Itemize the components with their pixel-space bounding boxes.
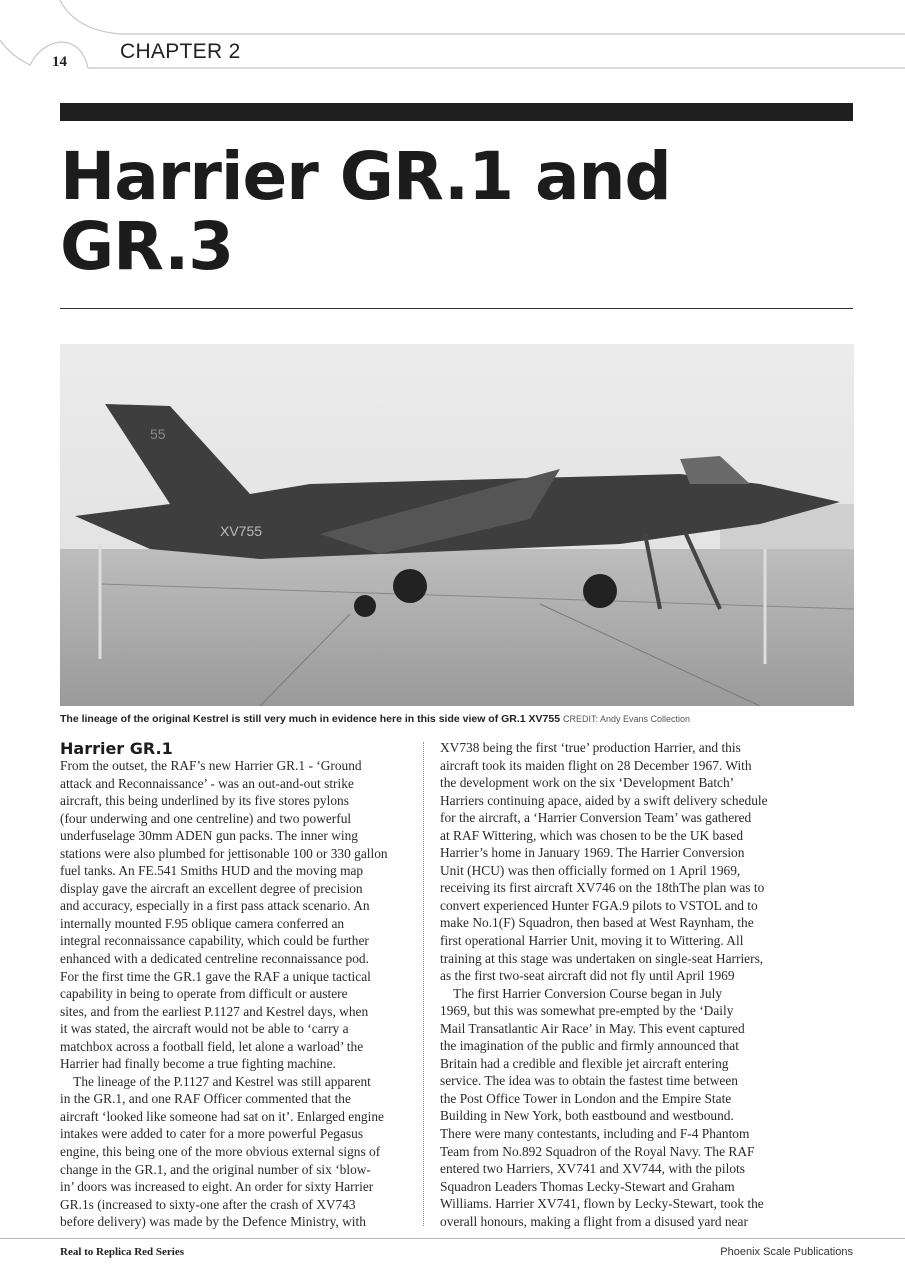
text-line: Harrier had finally become a true fighting machine.: [60, 1056, 336, 1072]
text-line: Mail Transatlantic Air Race’ in May. This event captured: [440, 1020, 745, 1036]
text-line: and accuracy, especially in a first pass attack scenario. An: [60, 898, 370, 914]
title-bar: [60, 103, 853, 121]
footer-divider: [0, 1238, 905, 1239]
text-line: at RAF Wittering, which was chosen to be the UK based: [440, 827, 744, 843]
text-line: enhanced with a dedicated centreline reconnaissance pod.: [60, 951, 369, 967]
text-line: aircraft, this being underlined by its five stores pylons: [60, 793, 349, 809]
footer-publisher: Phoenix Scale Publications: [720, 1246, 853, 1258]
text-line: stations were also plumbed for jettisonable 100 or 330 gallon: [60, 845, 388, 861]
text-line: There were many contestants, including and F-4 Phantom: [440, 1126, 750, 1142]
caption-text: The lineage of the original Kestrel is still very much in evidence here in this side view of GR.1 XV755: [60, 713, 561, 725]
text-line: Squadron Leaders Thomas Lecky-Stewart and Graham: [440, 1178, 735, 1194]
text-line: engine, this being one of the more obvious external signs of: [60, 1144, 381, 1160]
text-line: XV738 being the first ‘true’ production Harrier, and this: [440, 740, 741, 755]
text-line: overall honours, making a flight from a disused yard near: [440, 1213, 748, 1229]
text-line: sites, and from the earliest P.1127 and Kestrel days, when: [60, 1003, 369, 1019]
text-line: the imagination of the public and firmly announced that: [440, 1038, 739, 1054]
text-line: The first Harrier Conversion Course began in July: [440, 985, 723, 1001]
text-line: in the GR.1, and one RAF Officer commented that the: [60, 1091, 351, 1107]
text-line: integral reconnaissance capability, which could be further: [60, 933, 369, 949]
text-line: 1969, but this was somewhat pre-empted by the ‘Daily: [440, 1003, 734, 1019]
text-line: fuel tanks. An FE.541 Smiths HUD and the moving map: [60, 863, 364, 879]
text-line: training at this stage was undertaken on single-seat Harriers,: [440, 950, 764, 966]
text-line: Harrier’s home in January 1969. The Harrier Conversion: [440, 845, 745, 861]
text-line: it was stated, the aircraft would not be able to ‘carry a: [60, 1021, 349, 1037]
text-line: service. The idea was to obtain the fastest time between: [440, 1073, 738, 1089]
text-line: (four underwing and one centreline) and two powerful: [60, 810, 352, 826]
title-divider: [60, 308, 853, 309]
text-line: first operational Harrier Unit, moving it to Wittering. All: [440, 933, 744, 949]
text-line: as the first two-seat aircraft did not fly until April 1969: [440, 968, 735, 984]
text-line: The lineage of the P.1127 and Kestrel was still apparent: [60, 1073, 371, 1089]
text-line: before delivery) was made by the Defence Ministry, with: [60, 1214, 366, 1230]
text-line: From the outset, the RAF’s new Harrier GR.1 - ‘Ground: [60, 758, 362, 773]
page-title: Harrier GR.1 and GR.3: [60, 138, 671, 285]
text-line: Williams. Harrier XV741, flown by Lecky-Stewart, took the: [440, 1196, 764, 1212]
text-line: receiving its first aircraft XV746 on the 18thThe plan was to: [440, 880, 765, 896]
aircraft-photo: [60, 344, 854, 706]
page-number: 14: [52, 54, 67, 70]
text-line: display gave the aircraft an excellent degree of precision: [60, 880, 363, 896]
text-line: intakes were added to cater for a more powerful Pegasus: [60, 1126, 364, 1142]
text-line: change in the GR.1, and the original number of six ‘blow-: [60, 1161, 371, 1177]
text-line: capability in being to operate from difficult or austere: [60, 986, 348, 1002]
text-line: Unit (HCU) was then officially formed on 1 April 1969,: [440, 862, 741, 878]
text-line: GR.1s (increased to sixty-one after the crash of XV743: [60, 1196, 356, 1212]
fin-code: 55: [150, 426, 166, 442]
text-line: aircraft took its maiden flight on 28 December 1967. With: [440, 757, 752, 773]
text-line: For the first time the GR.1 gave the RAF a unique tactical: [60, 968, 371, 984]
body-column-2: [440, 739, 785, 1230]
footer-series: Real to Replica Red Series: [60, 1246, 185, 1258]
section-heading: Harrier GR.1: [60, 739, 173, 758]
chapter-label: CHAPTER 2: [120, 40, 241, 63]
tail-code: XV755: [220, 523, 263, 539]
text-line: Building in New York, both eastbound and westbound.: [440, 1108, 734, 1124]
text-line: make No.1(F) Squadron, then based at West Raynham, the: [440, 915, 754, 931]
text-line: attack and Reconnaissance’ - was an out-and-out strike: [60, 775, 354, 791]
text-line: Britain had a credible and flexible jet aircraft entering: [440, 1055, 729, 1071]
text-line: internally mounted F.95 oblique camera conferred an: [60, 915, 345, 931]
text-line: entered two Harriers, XV741 and XV744, with the pilots: [440, 1161, 745, 1177]
text-line: for the aircraft, a ‘Harrier Conversion Team’ was gathered: [440, 810, 752, 826]
text-line: the Post Office Tower in London and the Empire State: [440, 1090, 732, 1106]
text-line: Harriers continuing apace, aided by a swift delivery schedule: [440, 792, 768, 808]
text-line: aircraft ‘looked like someone had sat on it’. Enlarged engine: [60, 1108, 384, 1124]
text-line: convert experienced Hunter FGA.9 pilots to VSTOL and to: [440, 897, 758, 913]
column-divider: [423, 742, 424, 1226]
text-line: matchbox across a football field, let alone a warload’ the: [60, 1038, 364, 1054]
text-line: in’ doors was increased to eight. An order for sixty Harrier: [60, 1179, 374, 1195]
body-column-1: [60, 757, 405, 1231]
photo-caption: [60, 713, 690, 725]
text-line: Team from No.892 Squadron of the Royal Navy. The RAF: [440, 1143, 755, 1159]
text-line: underfuselage 30mm ADEN gun packs. The inner wing: [60, 828, 358, 844]
text-line: the development work on the six ‘Development Batch’: [440, 775, 735, 791]
photo-credit: CREDIT: Andy Evans Collection: [563, 714, 691, 724]
